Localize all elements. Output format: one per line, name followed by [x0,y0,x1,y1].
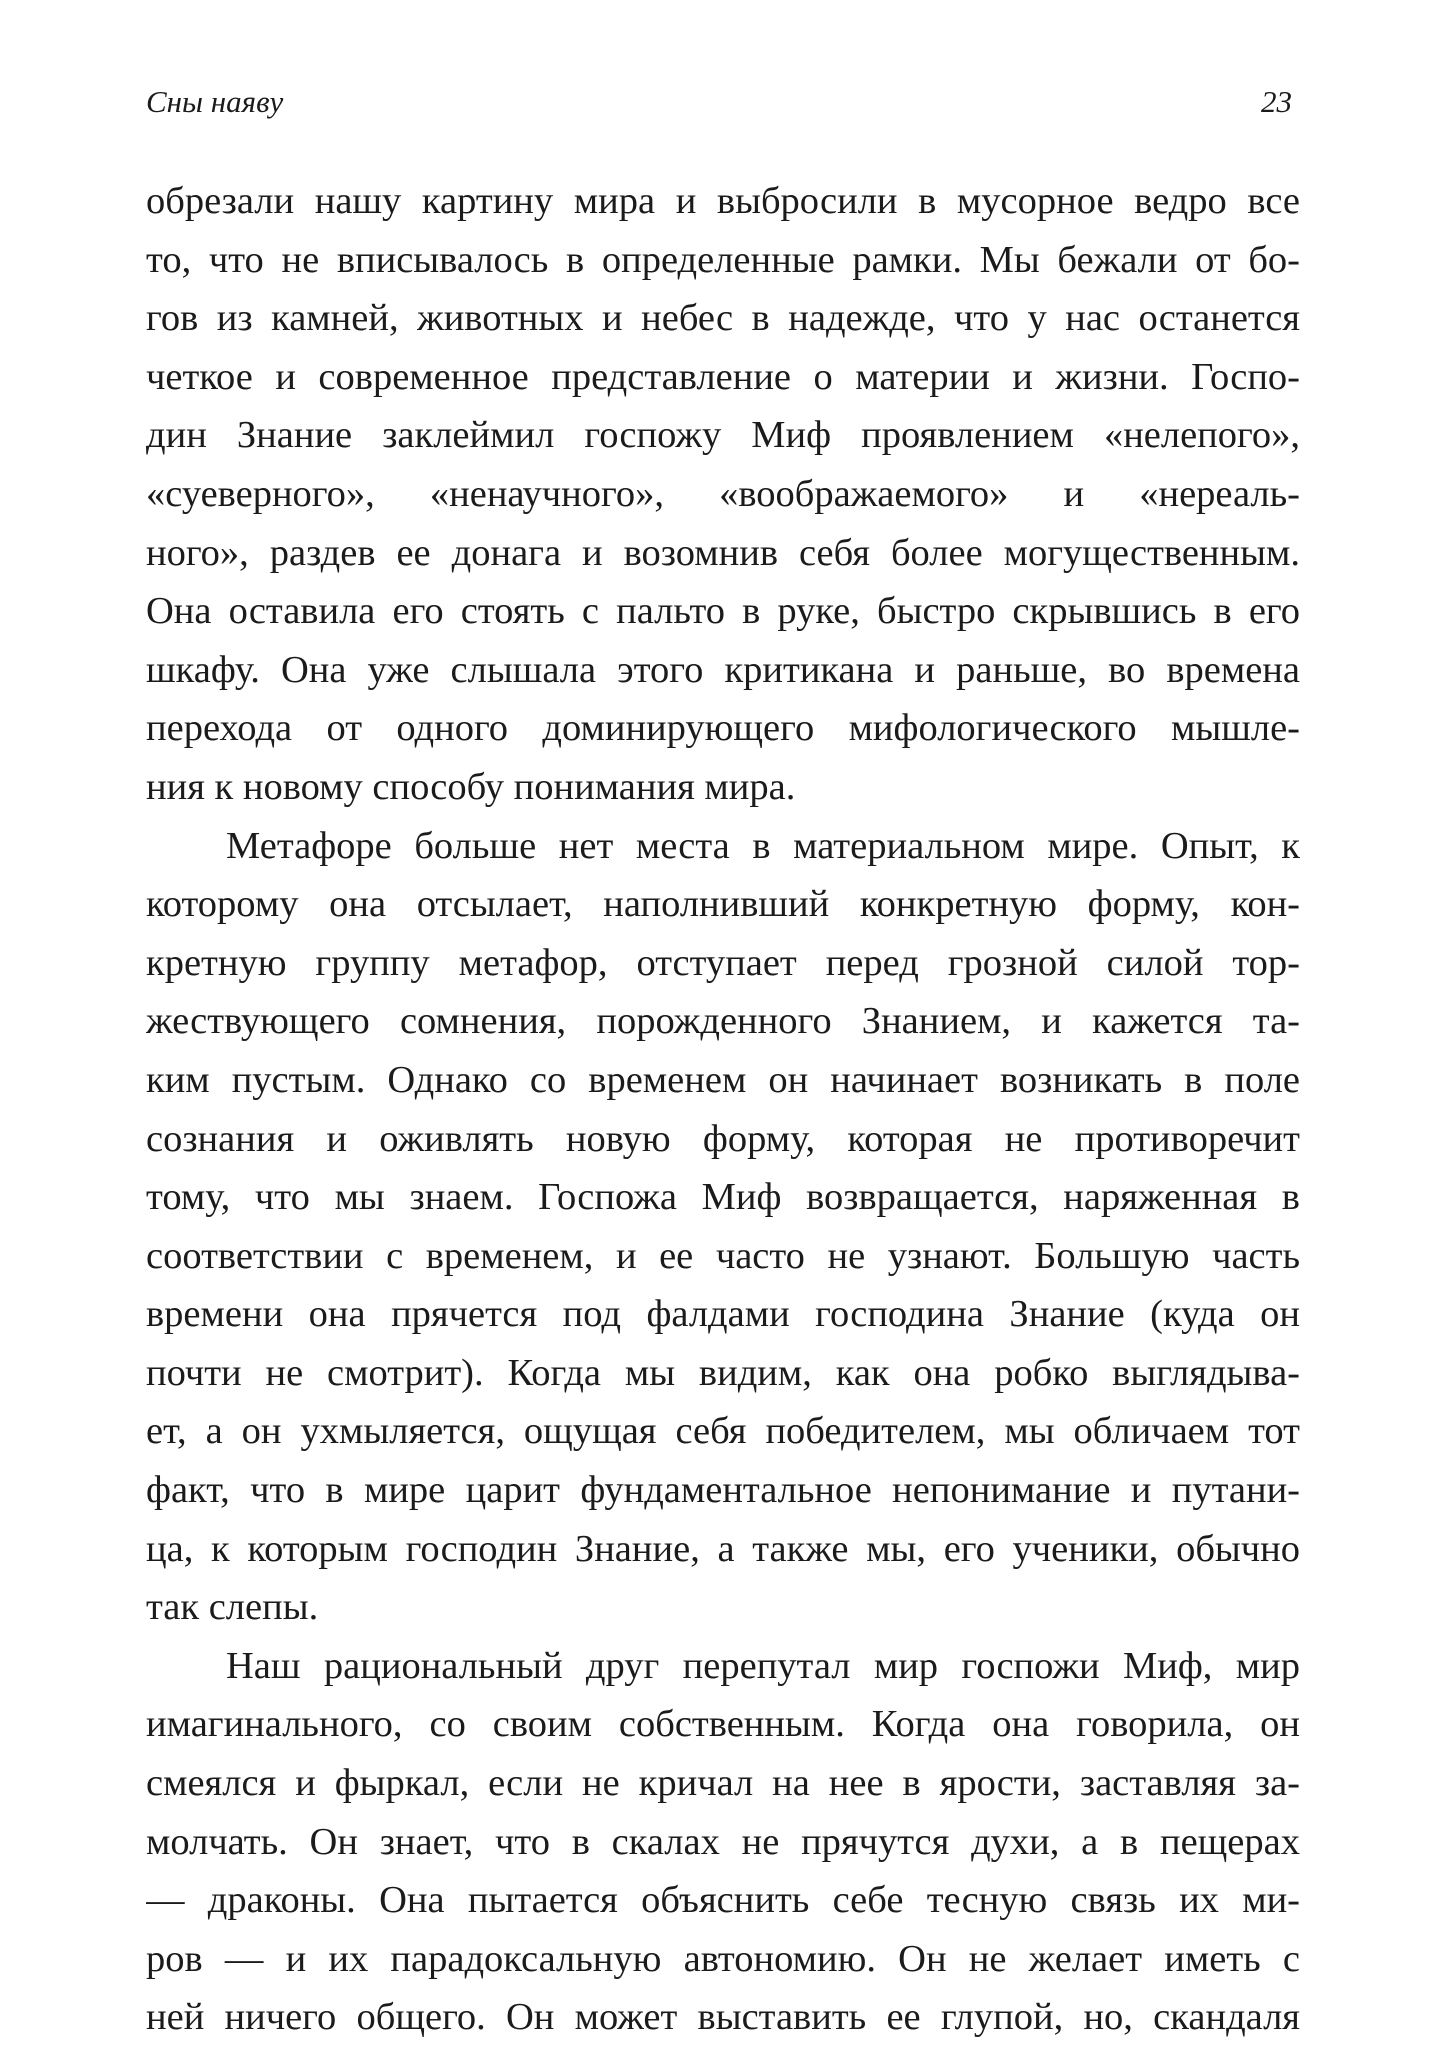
text-line: так слепы. [146,1586,319,1629]
text-line: тому, что мы знаем. Госпожа Миф возвращается, наряженная в [146,1176,1300,1219]
text-line: «суеверного», «ненаучного», «воображаемого» и «нереаль- [146,472,1300,515]
text-line: шкафу. Она уже слышала этого критикана и раньше, во времена [146,648,1300,691]
text-line: перехода от одного доминирующего мифологического мышле- [146,707,1300,750]
text-line: соответствии с временем, и ее часто не узнают. Большую часть [146,1234,1300,1277]
text-line: то, что не вписывалось в определенные рамки. Мы бежали от бо- [146,238,1300,281]
text-line: имагинального, со своим собственным. Когда она говорила, он [146,1703,1300,1746]
text-line: факт, что в мире царит фундаментальное непонимание и путани- [146,1469,1300,1512]
text-line: обрезали нашу картину мира и выбросили в мусорное ведро все [146,180,1300,222]
body-text [146,172,1300,2047]
text-line: Она оставила его стоять с пальто в руке, быстро скрывшись в его [146,590,1300,633]
text-line: дин Знание заклеймил госпожу Миф проявлением «нелепого», [146,414,1300,457]
page-number: 23 [1261,84,1292,119]
text-line: смеялся и фыркал, если не кричал на нее в ярости, заставляя за- [146,1762,1300,1805]
running-head-title: Сны наяву [146,84,284,119]
running-head [146,80,1292,124]
text-line: ет, а он ухмыляется, ощущая себя победителем, мы обличаем тот [146,1410,1300,1453]
text-line: Наш рациональный друг перепутал мир госпожи Миф, мир [226,1644,1300,1687]
paragraph [146,817,1300,1637]
text-line: молчать. Он знает, что в скалах не прячутся духи, а в пещерах [146,1820,1300,1863]
text-line: времени она прячется под фалдами господина Знание (куда он [146,1293,1300,1336]
paragraph [146,172,1300,817]
text-line: — драконы. Она пытается объяснить себе тесную связь их ми- [146,1879,1300,1922]
text-line: гов из камней, животных и небес в надежде, что у нас останется [146,297,1300,340]
text-line: Метафоре больше нет места в материальном мире. Опыт, к [226,824,1300,867]
text-line: сознания и оживлять новую форму, которая не противоречит [146,1117,1300,1160]
text-line: ким пустым. Однако со временем он начинает возникать в поле [146,1058,1300,1101]
text-line: ния к новому способу понимания мира. [146,765,796,808]
text-line: кретную группу метафор, отступает перед грозной силой тор- [146,941,1300,984]
text-line: ца, к которым господин Знание, а также мы, его ученики, обычно [146,1527,1300,1570]
text-line: жествующего сомнения, порожденного Знанием, и кажется та- [146,1000,1300,1043]
text-line: четкое и современное представление о материи и жизни. Госпо- [146,355,1300,398]
text-line: ров — и их парадоксальную автономию. Он не желает иметь с [146,1937,1300,1980]
paragraph [146,1637,1300,2047]
text-line: почти не смотрит). Когда мы видим, как она робко выглядыва- [146,1351,1300,1394]
text-line: ней ничего общего. Он может выставить ее глупой, но, скандаля [146,1996,1300,2039]
text-line: которому она отсылает, наполнивший конкретную форму, кон- [146,883,1300,926]
text-line: ного», раздев ее донага и возомнив себя более могущественным. [146,531,1300,574]
